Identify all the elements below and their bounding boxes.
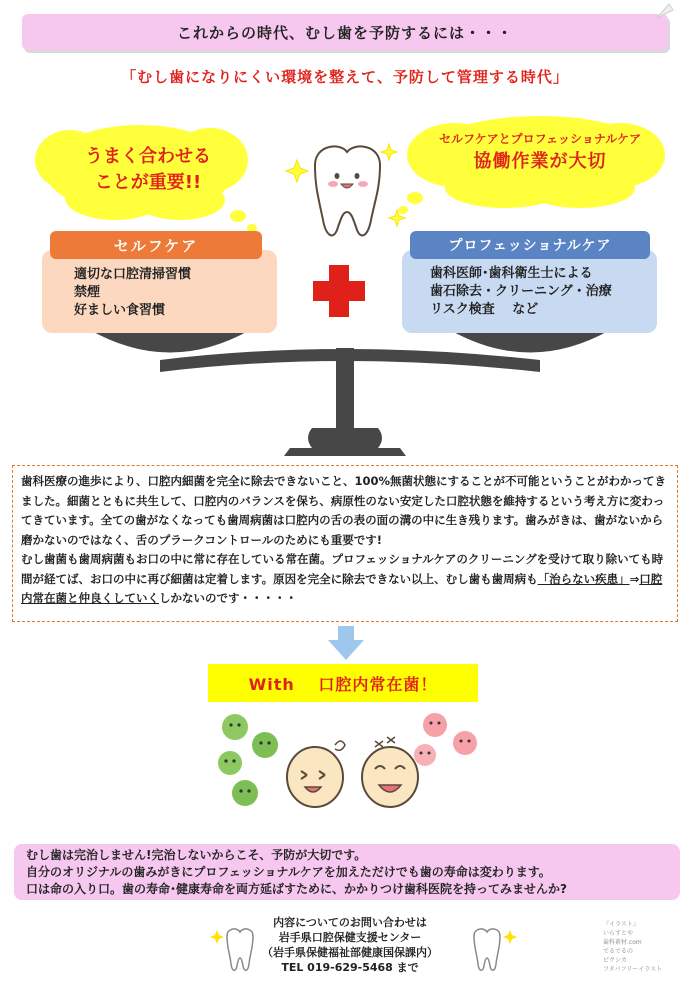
- bubble-left-text: [58, 144, 238, 196]
- pro-care-tag: プロフェッショナルケア: [410, 231, 650, 259]
- subtitle: 「むし歯になりにくい環境を整えて、予防して管理する時代」: [121, 68, 569, 86]
- pro-care-box: [402, 250, 657, 333]
- self-care-tag: セルフケア: [50, 231, 262, 259]
- bubble-right-line2: 協働作業が大切: [473, 151, 607, 172]
- contact-line: （岩手県保健福祉部健康国保課内）: [262, 946, 438, 959]
- self-care-item: 禁煙: [74, 285, 101, 300]
- self-care-item: 適切な口腔清掃習慣: [74, 267, 192, 282]
- green-bacteria-icon: [218, 714, 278, 806]
- bubble-right-line1: セルフケアとプロフェッショナルケア: [439, 132, 641, 146]
- page-fold-icon: [655, 2, 675, 20]
- pro-care-item: 歯石除去・クリーニング・治療: [430, 284, 612, 299]
- self-care-item: 好ましい食習慣: [74, 303, 166, 318]
- tooth-character-icon: [285, 140, 410, 255]
- with-banner: With 口腔内常在菌！: [208, 664, 478, 702]
- page-title: これからの時代、むし歯を予防するには・・・: [176, 23, 513, 42]
- credit-line: いらすとや: [603, 930, 634, 937]
- main-text-emphasis-1: 「治らない疾患」: [537, 571, 630, 586]
- contact-line: 岩手県口腔保健支援センター: [278, 931, 422, 944]
- main-text-p2-tail: しかないのです・・・・・: [159, 591, 297, 605]
- credit-line: 歯科素材.com: [603, 939, 642, 946]
- pro-care-item: 歯科医師･歯科衛生士による: [430, 266, 593, 281]
- contact-phone: TEL 019-629-5468 まで: [281, 961, 419, 974]
- credit-line: でるでるの: [603, 948, 633, 955]
- smiling-character-right-icon: [362, 737, 418, 807]
- main-text-p2-lead: むし歯菌も歯周病菌もお口の中に常に存在している常在菌。プロフェッショナルケアのクリーニングを受けて取り除いても時間が経てば、お口の中に再び細菌は定着します。原因を完全に除去できない以上、むし歯も歯周病も: [21, 552, 664, 586]
- pink-bacteria-icon: [414, 713, 477, 766]
- main-text-box: [12, 465, 678, 622]
- smiling-character-left-icon: [287, 741, 345, 807]
- main-text-arrow: ⇒: [629, 571, 640, 586]
- contact-line: 内容についてのお問い合わせは: [273, 916, 427, 929]
- main-text-emphasis-2: 口腔内常在菌と仲良くしていく: [21, 571, 663, 605]
- main-text-paragraph-2: [21, 550, 669, 609]
- bacteria-illustration: [215, 705, 505, 835]
- balance-scale-icon: [80, 320, 640, 460]
- credit-line: ピクシカ: [603, 957, 628, 964]
- self-care-box: [42, 250, 277, 333]
- credit-line: 『イラスト』: [603, 921, 639, 928]
- pro-care-item: リスク検査 など: [430, 302, 539, 317]
- bottom-message-line: 自分のオリジナルの歯みがきにプロフェッショナルケアを加えただけでも歯の寿命は変わります。: [26, 865, 551, 879]
- down-arrow-icon: [326, 626, 366, 662]
- bottom-message-line: 口は命の入り口。歯の寿命･健康寿命を両方延ばすために、かかりつけ歯科医院を持ってみませんか?: [26, 882, 567, 896]
- red-plus-icon: [311, 263, 367, 319]
- credit-line: フタバフリーイラスト: [603, 966, 663, 973]
- bottom-message-line: むし歯は完治しません!完治しないからこそ、予防が大切です。: [26, 848, 367, 862]
- contact-info: [240, 915, 460, 975]
- bottom-message-box: [14, 844, 680, 900]
- bubble-left-line1: うまく合わせる: [85, 146, 211, 167]
- tooth-icon-right: [462, 922, 522, 977]
- bubble-left-line2: ことが重要!!: [94, 172, 202, 193]
- main-text-paragraph-1: 歯科医療の進歩により、口腔内細菌を完全に除去できないこと、100%無菌状態にすることが不可能ということがわかってきました。細菌とともに共生して、口腔内のバランスを保ち、病原性のない安定した口腔状態を維持するという考え方に変わってきています。全ての歯がなくなっても歯周病菌は口腔内の舌の表の面の溝の中に生き残ります。歯みがきは、歯がないから磨かないのではなく、舌のプラークコントロールのためにも重要です!: [21, 474, 667, 547]
- title-banner: [22, 14, 668, 50]
- illustration-credit: [603, 920, 683, 974]
- bubble-right-text: [420, 130, 660, 176]
